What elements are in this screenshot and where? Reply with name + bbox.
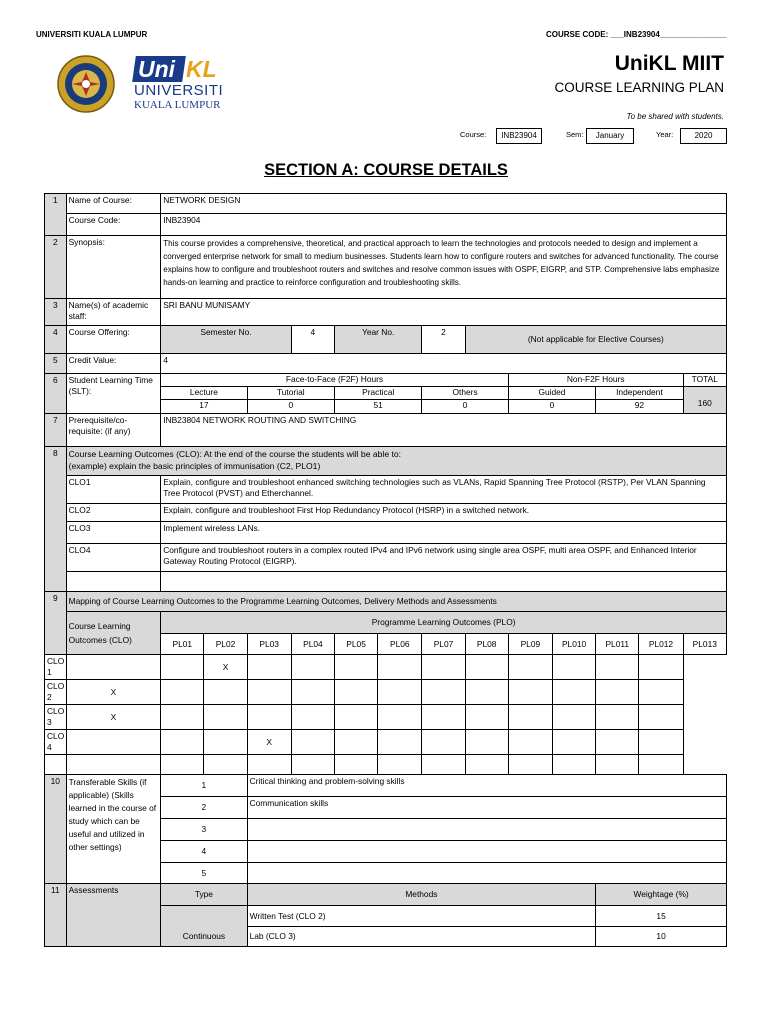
- sem-label: Sem:: [566, 130, 584, 139]
- skill-number: 3: [161, 819, 247, 841]
- row-number: 8: [45, 447, 67, 592]
- mapping-mark: [204, 705, 247, 730]
- tutorial-header: Tutorial: [247, 387, 334, 400]
- mapping-mark: [422, 705, 465, 730]
- year-field: 2020: [680, 128, 727, 144]
- mapping-mark: X: [66, 680, 161, 705]
- course-field: INB23904: [496, 128, 542, 144]
- mapping-mark: [334, 655, 377, 680]
- tutorial-value: 0: [247, 400, 334, 414]
- skill-number: 1: [161, 775, 247, 797]
- mapping-clo: CLO 2: [45, 680, 67, 705]
- plo-header: PL07: [422, 634, 465, 655]
- plo-header: PL04: [291, 634, 334, 655]
- guided-header: Guided: [508, 387, 595, 400]
- assessment-method: Lab (CLO 3): [247, 927, 596, 947]
- row-number: 3: [45, 299, 67, 326]
- mapping-mark: [66, 730, 161, 755]
- type-header: Type: [161, 884, 247, 906]
- mapping-mark: [334, 705, 377, 730]
- mapping-mark: [465, 705, 508, 730]
- plo-header: PL02: [204, 634, 247, 655]
- assessment-weight: 15: [596, 906, 727, 927]
- methods-header: Methods: [247, 884, 596, 906]
- mapping-mark: [247, 705, 291, 730]
- clo4-value: Configure and troubleshoot routers in a complex routed IPv4 and IPv6 network using single area OSPF, multi area OSPF, and Enhanced Interior Gateway Routing Protocol (EIGRP).: [161, 544, 727, 572]
- clo4-label: CLO4: [66, 544, 161, 572]
- elective-note: (Not applicable for Elective Courses): [465, 326, 726, 354]
- row-number: 7: [45, 414, 67, 447]
- course-code-label: Course Code:: [66, 214, 161, 236]
- mapping-title: Mapping of Course Learning Outcomes to the Programme Learning Outcomes, Delivery Methods and Assessments: [66, 592, 726, 612]
- mapping-row: [45, 730, 727, 755]
- mapping-mark: [422, 730, 465, 755]
- lecture-value: 17: [161, 400, 247, 414]
- mapping-mark: [291, 655, 334, 680]
- mapping-mark: [247, 655, 291, 680]
- skill-text: [247, 819, 726, 841]
- clo-empty-value: [161, 572, 727, 592]
- plo-header: PL012: [639, 634, 683, 655]
- mapping-empty-clo: [45, 755, 67, 775]
- skill-text: Communication skills: [247, 797, 726, 819]
- mapping-mark: [161, 680, 204, 705]
- credit-value: 4: [161, 354, 727, 374]
- university-name: UNIVERSITI KUALA LUMPUR: [36, 30, 148, 39]
- skill-number: 4: [161, 841, 247, 863]
- row-number: 10: [45, 775, 67, 884]
- mapping-mark: [161, 705, 204, 730]
- skill-text: [247, 841, 726, 863]
- mapping-mark: [378, 680, 422, 705]
- plo-group-header: Programme Learning Outcomes (PLO): [161, 612, 727, 634]
- mapping-mark: [291, 680, 334, 705]
- mapping-mark: [291, 730, 334, 755]
- mapping-mark: [66, 655, 161, 680]
- staff-value: SRI BANU MUNISAMY: [161, 299, 727, 326]
- clo-intro-line-2: (example) explain the basic principles of immunisation (C2, PLO1): [68, 461, 321, 471]
- semester-no-label: Semester No.: [161, 326, 292, 354]
- mapping-mark: X: [66, 705, 161, 730]
- clo-intro: [66, 447, 726, 476]
- continuous-type: Continuous: [161, 906, 247, 947]
- mapping-mark: X: [204, 655, 247, 680]
- assessment-weight: 10: [596, 927, 727, 947]
- practical-header: Practical: [334, 387, 421, 400]
- mapping-mark: [508, 730, 552, 755]
- independent-value: 92: [596, 400, 683, 414]
- mapping-row: [45, 705, 727, 730]
- clo1-value: Explain, configure and troubleshoot enhanced switching technologies such as VLANs, Rapid Spanning Tree Protocol (RSTP), Per VLAN Spanning Tree Protocol (PVST) and Etherchannel.: [161, 476, 727, 504]
- mapping-mark: [204, 730, 247, 755]
- mapping-mark: [596, 680, 639, 705]
- assessments-label: Assessments: [66, 884, 161, 947]
- section-title: SECTION A: COURSE DETAILS: [264, 161, 508, 179]
- semester-no-value: 4: [291, 326, 334, 354]
- row-number: 4: [45, 326, 67, 354]
- mapping-mark: [465, 680, 508, 705]
- mapping-mark: [378, 655, 422, 680]
- mapping-mark: [552, 730, 595, 755]
- plo-header: PL011: [596, 634, 639, 655]
- row-number: 6: [45, 374, 67, 414]
- plo-header: PL05: [334, 634, 377, 655]
- f2f-header: Face-to-Face (F2F) Hours: [161, 374, 509, 387]
- unikl-logo: Uni KL UNIVERSITI KUALA LUMPUR: [134, 56, 224, 111]
- course-details-table: [44, 193, 727, 947]
- credit-label: Credit Value:: [66, 354, 161, 374]
- document-title: COURSE LEARNING PLAN: [554, 80, 724, 95]
- clo3-value: Implement wireless LANs.: [161, 522, 727, 544]
- course-label: Course:: [460, 130, 487, 139]
- skill-text: [247, 863, 726, 884]
- lecture-header: Lecture: [161, 387, 247, 400]
- offering-label: Course Offering:: [66, 326, 161, 354]
- clo1-label: CLO1: [66, 476, 161, 504]
- independent-header: Independent: [596, 387, 683, 400]
- synopsis-label: Synopsis:: [66, 236, 161, 299]
- mapping-mark: [596, 705, 639, 730]
- clo-empty-label: [66, 572, 161, 592]
- others-value: 0: [422, 400, 508, 414]
- year-no-label: Year No.: [334, 326, 421, 354]
- guided-value: 0: [508, 400, 595, 414]
- course-name-value: NETWORK DESIGN: [161, 194, 727, 214]
- sem-field: January: [586, 128, 634, 144]
- mapping-mark: [291, 705, 334, 730]
- course-code-line: COURSE CODE: ___INB23904_______________: [546, 30, 727, 39]
- mapping-mark: [378, 705, 422, 730]
- mapping-mark: [247, 680, 291, 705]
- skill-text: Critical thinking and problem-solving skills: [247, 775, 726, 797]
- others-header: Others: [422, 387, 508, 400]
- plo-header: PL013: [683, 634, 726, 655]
- mapping-clo: CLO 1: [45, 655, 67, 680]
- prereq-value: INB23804 NETWORK ROUTING AND SWITCHING: [161, 414, 727, 447]
- mapping-mark: X: [247, 730, 291, 755]
- share-note: To be shared with students.: [626, 112, 724, 121]
- mapping-mark: [161, 730, 204, 755]
- mapping-mark: [596, 730, 639, 755]
- clo3-label: CLO3: [66, 522, 161, 544]
- mapping-mark: [334, 730, 377, 755]
- mapping-mark: [639, 730, 683, 755]
- mapping-mark: [508, 705, 552, 730]
- total-value: 160: [683, 387, 726, 414]
- mapping-mark: [552, 705, 595, 730]
- plo-header: PL09: [508, 634, 552, 655]
- mapping-mark: [552, 655, 595, 680]
- assessment-method: Written Test (CLO 2): [247, 906, 596, 927]
- mapping-mark: [639, 655, 683, 680]
- staff-label: Name(s) of academic staff:: [66, 299, 161, 326]
- transferable-label: Transferable Skills (if applicable) (Skills learned in the course of study which can be useful and utilized in other settings): [66, 775, 161, 884]
- mapping-mark: [378, 730, 422, 755]
- mapping-mark: [422, 680, 465, 705]
- plo-header: PL010: [552, 634, 595, 655]
- mapping-mark: [161, 655, 204, 680]
- skill-number: 2: [161, 797, 247, 819]
- plo-header: PL01: [161, 634, 204, 655]
- mapping-mark: [204, 680, 247, 705]
- mapping-mark: [465, 655, 508, 680]
- plo-header: PL03: [247, 634, 291, 655]
- mapping-mark: [465, 730, 508, 755]
- row-number: 2: [45, 236, 67, 299]
- slt-label: Student Learning Time (SLT):: [66, 374, 161, 414]
- year-no-value: 2: [422, 326, 465, 354]
- clo2-label: CLO2: [66, 504, 161, 522]
- row-number: 11: [45, 884, 67, 947]
- mapping-mark: [334, 680, 377, 705]
- mapping-mark: [508, 680, 552, 705]
- mapping-clo: CLO 3: [45, 705, 67, 730]
- clo-intro-line-1: Course Learning Outcomes (CLO): At the end of the course the students will be able to:: [68, 449, 402, 459]
- plo-header: PL08: [465, 634, 508, 655]
- mapping-clo: CLO 4: [45, 730, 67, 755]
- row-number: 9: [45, 592, 67, 655]
- university-crest-logo: [56, 54, 116, 114]
- mapping-mark: [422, 655, 465, 680]
- mapping-mark: [639, 705, 683, 730]
- row-number: 1: [45, 194, 67, 236]
- practical-value: 51: [334, 400, 421, 414]
- total-header: TOTAL: [683, 374, 726, 387]
- mapping-rows: [45, 655, 727, 755]
- mapping-row: [45, 680, 727, 705]
- nonf2f-header: Non-F2F Hours: [508, 374, 683, 387]
- plo-header: PL06: [378, 634, 422, 655]
- prereq-label: Prerequisite/co-requisite: (if any): [66, 414, 161, 447]
- mapping-mark: [639, 680, 683, 705]
- synopsis-value: This course provides a comprehensive, theoretical, and practical approach to learn the technologies and protocols needed to design and implement a converged enterprise network for small to medium businesses. Students learn how to configure routers and switches for advanced functionality. The course explains how to configure and troubleshoot routers and switches and resolve common issues with OSPF, EIGRP, and STP. Comprehensive labs emphasize hands-on learning and practice to reinforce configuration and troubleshooting skills.: [161, 236, 727, 299]
- skill-number: 5: [161, 863, 247, 884]
- clo-column-header: Course Learning Outcomes (CLO): [66, 612, 161, 655]
- mapping-row: [45, 655, 727, 680]
- course-name-label: Name of Course:: [66, 194, 161, 214]
- course-code-value: INB23904: [161, 214, 727, 236]
- institute-name: UniKL MIIT: [614, 52, 724, 75]
- row-number: 5: [45, 354, 67, 374]
- mapping-mark: [552, 680, 595, 705]
- clo2-value: Explain, configure and troubleshoot First Hop Redundancy Protocol (HSRP) in a switched network.: [161, 504, 727, 522]
- mapping-mark: [596, 655, 639, 680]
- mapping-mark: [508, 655, 552, 680]
- year-label: Year:: [656, 130, 674, 139]
- weightage-header: Weightage (%): [596, 884, 727, 906]
